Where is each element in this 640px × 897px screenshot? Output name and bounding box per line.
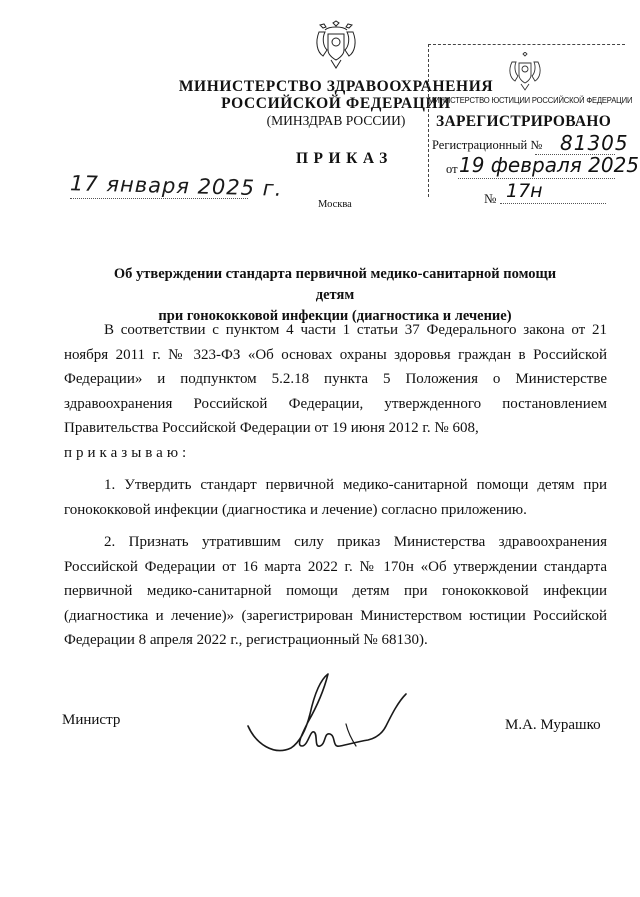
signer-position: Министр <box>62 712 121 728</box>
stamp-registered-label: ЗАРЕГИСТРИРОВАНО <box>436 113 612 130</box>
order-title: ПРИКАЗ <box>296 150 393 167</box>
order-word <box>64 441 607 466</box>
order-number: 17н <box>506 180 543 202</box>
intro-paragraph: В соответствии с пунктом 4 части 1 статьи 37 Федерального закона от 21 ноября 2011 г. № 323-ФЗ «Об основах охраны здоровья граждан в Российской Федерации» и подпунктом 5.2.18 пункта 5 Положения о Министерстве здравоохранения Российской Федерации, утвержденного постановлением Правительства Российской Федерации от 19 июня 2012 г. № 608, <box>64 322 607 436</box>
date-underline <box>70 198 248 199</box>
signer-name: М.А. Мурашко <box>505 717 601 733</box>
number-sign: № <box>484 191 497 206</box>
order-date: 17 января 2025 г. <box>69 171 283 201</box>
stamp-organization: МИНИСТЕРСТВО ЮСТИЦИИ РОССИЙСКОЙ ФЕДЕРАЦИИ <box>428 95 633 105</box>
stamp-date-underline <box>458 178 615 179</box>
number-underline <box>500 203 606 204</box>
item-2-paragraph: 2. Признать утратившим силу приказ Министерства здравоохранения Российской Федерации от 16 марта 2022 г. № 170н «Об утверждении стандарта первичной медико-санитарной помощи детям при гонококковой инфекции (диагностика и лечение)» (зарегистрирован Министерством юстиции Российской Федерации 8 апреля 2022 г., регистрационный № 68130). <box>64 534 607 648</box>
order-word-text: приказываю: <box>64 444 191 461</box>
order-body <box>64 318 607 653</box>
subject-line-1: Об утверждении стандарта первичной медико-санитарной помощи детям <box>113 266 557 303</box>
stamp-reg-number-label: Регистрационный № <box>432 138 543 152</box>
coat-of-arms-icon <box>313 20 359 72</box>
stamp-date-label: от <box>446 162 458 176</box>
subject-line-2: при гонококковой инфекции (диагностика и лечение) <box>158 308 512 324</box>
stamp-date: 19 февраля 2025 <box>459 153 640 177</box>
ministry-line-1: МИНИСТЕРСТВО ЗДРАВООХРАНЕНИЯ <box>178 78 494 95</box>
ministry-short-name: (МИНЗДРАВ РОССИИ) <box>266 113 406 128</box>
signature-icon <box>236 660 426 770</box>
stamp-emblem-icon <box>507 52 543 92</box>
ministry-line-2: РОССИЙСКОЙ ФЕДЕРАЦИИ <box>221 95 451 112</box>
item-1-paragraph: 1. Утвердить стандарт первичной медико-санитарной помощи детям при гонококковой инфекции (диагностика и лечение) согласно приложению. <box>64 477 607 518</box>
stamp-reg-number: 81305 <box>560 131 629 155</box>
city: Москва <box>318 199 352 210</box>
